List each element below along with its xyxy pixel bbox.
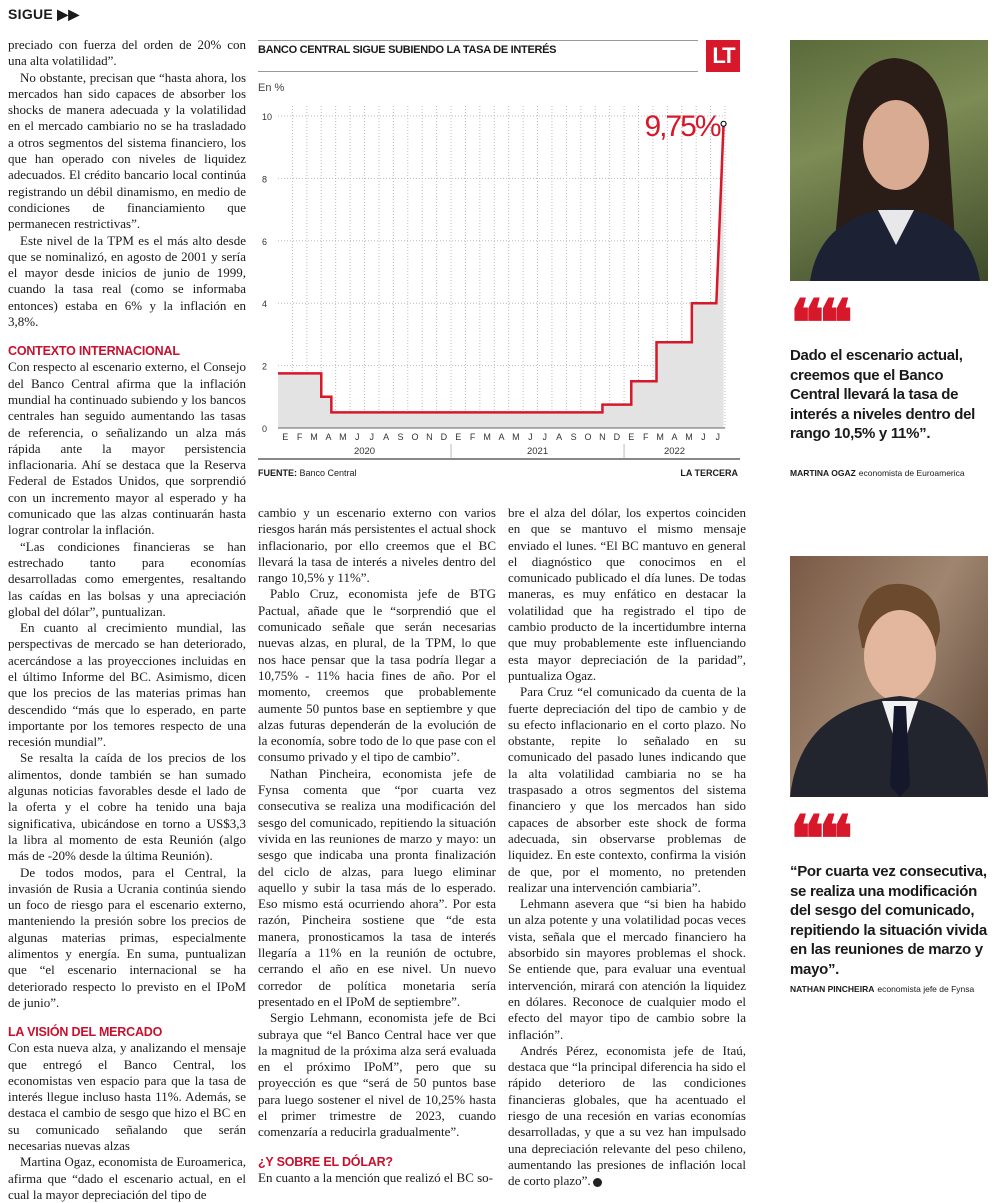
quote-author: MARTINA OGAZ — [790, 468, 856, 478]
x-tick-year: 2021 — [526, 446, 549, 457]
paragraph-text: bre el alza del dólar, los expertos coinciden en que se mantuvo el mismo mensaje enviado el lunes. “El BC mantuvo en general el diagnóstico que conocimos en el comunicado publicado el día lunes. De todas maneras, es muy enfático en destacar la volatilidad que ha registrado el tipo de cambio producto de la incertidumbre interna que muy probablemente este influenciando esta mayor depreciación de la paridad”, puntualiza Ogaz. — [508, 505, 746, 683]
chart-source — [258, 468, 357, 478]
x-tick-month: O — [584, 432, 592, 442]
article-paragraph — [8, 1154, 246, 1203]
paragraph-text: Lehmann asevera que “si bien ha habido un alza potente y una volatilidad pocas veces vista, señala que el mercado financiero ha absorbido sin mayores problemas el shock. Se entiende que, para evaluar una eventual intervención, mirará con atención la liquidez en dólares. Reconoce de cualquier modo el efecto del mayor tipo de cambio sobre la inflación”. — [508, 896, 746, 1042]
y-axis-label: En % — [258, 82, 285, 94]
paragraph-text: No obstante, precisan que “hasta ahora, los mercados han sido capaces de absorber los shocks de manera adecuada y la volatilidad en el mercado cambiario no se ha trasladado a otros segmentos del sistema financiero, los que han operado con niveles de liquidez adecuados. El crédito bancario local continúa registrando un débil dinamismo, en medio de condiciones de financiamiento que permanecen restrictivas”. — [8, 69, 246, 232]
pull-quote-1: Dado el escenario actual, creemos que el Banco Central llevará la tasa de interés a niveles dentro del rango 10,5% y 11%”. — [790, 347, 976, 442]
paragraph-text: De todos modos, para el Central, la invasión de Rusia a Ucrania continúa siendo un foco de riesgo para el escenario externo, manteniendo la presión sobre los precios de algunas materias primas, especialmente alimentos y energía. En suma, puntualizan que “el escenario internacional se ha deteriorado respecto lo previsto en el IPoM de junio”. — [8, 864, 246, 1010]
y-tick-label: 4 — [262, 299, 268, 310]
article-paragraph — [508, 505, 746, 684]
photo-nathan-pincheira — [790, 556, 988, 797]
la-tercera-logo: LT — [706, 40, 740, 72]
paragraph-text: En cuanto al crecimiento mundial, las perspectivas de mercado se han deteriorado, acercándose a las proyecciones incluidas en el último Informe del BC. Asimismo, dicen que los precios de las materias primas han descendido “más que lo esperado, en parte importante por los temores respecto de una recesión mundial”. — [8, 620, 246, 750]
x-tick-month: E — [628, 432, 635, 442]
x-tick-month: D — [613, 432, 621, 442]
article-paragraph — [8, 233, 246, 331]
chart-plot — [258, 76, 740, 496]
x-tick-month: A — [671, 432, 678, 442]
paragraph-text: “Las condiciones financieras se han estrechado tanto para economías desarrolladas como emergentes, resaltando las caídas en las bolsas y una apreciación global del dólar”, puntualizan. — [8, 538, 246, 619]
x-tick-month: N — [426, 432, 433, 442]
portrait-woman-icon — [790, 40, 988, 281]
divider — [258, 458, 740, 460]
quote-attribution-2 — [790, 984, 974, 994]
paragraph-text: Con esta nueva alza, y analizando el mensaje que entregó el Banco Central, los economistas ven espacio para que la tasa de interés llegue incluso hasta 11%. Además, se destaca el cambio de sesgo que hizo el BC en su comunicado señalando que serán necesarias nuevas alzas — [8, 1040, 246, 1153]
rate-line — [278, 124, 724, 413]
quote-mark-icon: ❝❝ — [790, 288, 847, 359]
paragraph-text: CONTEXTO INTERNACIONAL — [8, 344, 180, 359]
chart-brand: LA TERCERA — [680, 468, 738, 478]
paragraph-text: cambio y un escenario externo con varios riesgos harán más persistentes el actual shock inflacionario, por ello creemos que el BC llevará la tasa de interés a niveles dentro del rango 10,5% y 11%”. — [258, 505, 496, 586]
x-tick-month: A — [498, 432, 505, 442]
article-paragraph — [258, 1170, 496, 1186]
article-column-3 — [508, 505, 746, 1189]
x-tick-month: M — [656, 432, 664, 442]
x-tick-month: J — [528, 432, 533, 442]
x-tick-month: A — [325, 432, 332, 442]
end-of-article-icon — [593, 1178, 602, 1187]
article-column-2 — [258, 505, 496, 1186]
y-tick-label: 10 — [262, 112, 273, 122]
article-paragraph — [8, 865, 246, 1012]
article-paragraph — [8, 70, 246, 233]
y-tick-label: 6 — [262, 236, 268, 247]
x-tick-month: N — [599, 432, 606, 442]
paragraph-text: Para Cruz “el comunicado da cuenta de la fuerte depreciación del tipo de cambio y de su efecto inflacionario en el corto plazo. No obstante, repite lo señalado en su comunicado del pasado lunes indicando que la alta volatilidad cambiaria no se ha traspasado a otros segmentos del sistema financiero y que los mercados han sido capaces de absorber este shock de forma adecuada, sin observarse problemas de liquidez. En este contexto, confirma la visión de que, por el momento, no pretenden realizar una intervención cambiaria”. — [508, 684, 746, 895]
x-tick-month: M — [483, 432, 491, 442]
article-paragraph — [8, 750, 246, 864]
x-tick-year: 2020 — [353, 446, 376, 457]
divider — [258, 71, 698, 72]
article-paragraph — [8, 359, 246, 538]
article-paragraph — [508, 896, 746, 1043]
x-tick-month: J — [542, 432, 548, 442]
quote-attribution-1 — [790, 468, 965, 478]
x-tick-month: S — [397, 432, 404, 442]
quote-author-role: economista jefe de Fynsa — [877, 984, 975, 994]
x-tick-month: A — [383, 432, 390, 442]
photo-martina-ogaz — [790, 40, 988, 281]
paragraph-text: En cuanto a la mención que realizó el BC so- — [258, 1169, 494, 1185]
x-tick-month: A — [556, 432, 563, 442]
x-tick-month: M — [310, 432, 318, 442]
portrait-man-icon — [790, 556, 988, 797]
x-tick-month: M — [685, 432, 693, 442]
article-paragraph — [508, 684, 746, 896]
x-tick-month: E — [282, 432, 289, 442]
article-paragraph — [8, 37, 246, 70]
section-heading — [8, 1025, 246, 1040]
quote-author: NATHAN PINCHEIRA — [790, 984, 875, 994]
x-tick-month: J — [701, 432, 706, 442]
article-paragraph — [258, 505, 496, 586]
article-paragraph — [8, 1040, 246, 1154]
paragraph-text: LA VISIÓN DEL MERCADO — [8, 1025, 163, 1040]
paragraph-text: Martina Ogaz, economista de Euroamerica, afirma que “dado el escenario actual, en el cual la mayor depreciación del tipo de — [8, 1154, 246, 1202]
x-tick-month: S — [570, 432, 577, 442]
quote-author-role: economista de Euroamerica — [858, 468, 965, 478]
y-tick-label: 8 — [262, 174, 268, 185]
article-paragraph — [258, 1010, 496, 1140]
x-tick-month: F — [296, 432, 303, 442]
x-tick-month: J — [355, 432, 360, 442]
paragraph-text: Nathan Pincheira, economista jefe de Fynsa comenta que “por cuarta vez consecutiva se realiza una modificación del sesgo del comunicado, repitiendo la situación vivida en las reuniones de marzo y mayo: un sesgo que indicaba una pronta finalización del ciclo de alzas, para luego eliminar aquello y subir la tasa más de lo esperado. Eso mismo está ocurriendo ahora”. Por esta razón, Pincheira sostiene que “de esta manera, pronosticamos la tasa de interés llegaría a 11% en la reunión de octubre, cerrando el año en ese nivel. Un nuevo corredor de política monetaria sería presentado en el IPoM de septiembre”. — [258, 765, 496, 1009]
paragraph-text: Con respecto al escenario externo, el Consejo del Banco Central afirma que la inflación mundial ha continuado subiendo y los bancos centrales han seguido aumentando las tasas de referencia, o señalizando un alza más rápida ante la mayor persistencia inflacionaria. Ahí se destaca que la Reserva Federal de Estados Unidos, que sorprendió con un incremento mayor al esperado y ha comunicado que las alzas continuarán hasta lograr controlar la inflación. — [8, 359, 246, 538]
source-label: FUENTE: — [258, 468, 297, 478]
y-tick-label: 0 — [262, 424, 268, 434]
last-value-annotation: 9,75% — [644, 109, 720, 143]
y-tick-label: 2 — [262, 361, 268, 372]
pull-quote-2: “Por cuarta vez consecutiva, se realiza una modificación del sesgo del comunicado, repitiendo la situación vivida en las reuniones de marzo y mayo”. — [790, 863, 987, 978]
x-tick-month: F — [469, 432, 476, 442]
x-tick-month: M — [512, 432, 520, 442]
article-paragraph — [8, 620, 246, 750]
article-paragraph — [8, 539, 246, 620]
quote-mark-icon: ❝❝ — [790, 804, 847, 875]
paragraph-text: ¿Y SOBRE EL DÓLAR? — [258, 1154, 393, 1169]
x-tick-year: 2022 — [663, 446, 686, 457]
paragraph-text: Este nivel de la TPM es el más alto desde que se nominalizó, en agosto de 2001 y sería el mayor desde inicios de junio de 1999, cuando la tasa real (como se informaba entonces) estaba en 6% y la inflación en 3,8%. — [8, 232, 246, 330]
paragraph-text: Sergio Lehmann, economista jefe de Bci subraya que “el Banco Central hace ver que la magnitud de la próxima alza será evaluada en el próximo IPoM”, pero que su proyección es que “será de 50 puntos base para luego sostener el nivel de 10,25% hasta el primer trimestre de 2023, cuando comenzaría a reducirla gradualmente”. — [258, 1010, 496, 1140]
x-tick-month: O — [411, 432, 419, 442]
article-paragraph — [508, 1043, 746, 1190]
x-tick-month: E — [455, 432, 462, 442]
article-column-1 — [8, 37, 246, 1203]
x-tick-month: J — [369, 432, 374, 442]
chart-title: BANCO CENTRAL SIGUE SUBIENDO LA TASA DE INTERÉS — [258, 44, 557, 56]
x-tick-month: M — [339, 432, 347, 442]
x-tick-month: D — [440, 432, 448, 442]
last-value-marker — [721, 121, 726, 126]
section-heading — [258, 1155, 496, 1170]
section-heading — [8, 344, 246, 359]
interest-rate-chart — [258, 40, 740, 485]
paragraph-text: Pablo Cruz, economista jefe de BTG Pactual, añade que le “sorprendió que el comunicado señale que serán necesarias nuevas alzas, en plural, de la TPM, lo que nos hace pensar que la tasa podría llegar a 10,75% - 11% hacia fines de año. Por el momento, creemos que probablemente aumente 50 puntos base en septiembre y que alzas futuras dependerán de la evolución de la economía, sobre todo de lo que pase con el consumo privado y el tipo de cambio”. — [258, 586, 496, 765]
paragraph-text: Se resalta la caída de los precios de los alimentos, donde también se han sumado algunas noticias favorables desde el lado de la oferta y el cobre ha tenido una baja significativa, ubicándose en torno a US$3,3 la libra al momento de esta Reunión (algo más de -20% desde la última Reunión). — [8, 750, 246, 864]
source-name: Banco Central — [299, 468, 357, 478]
x-tick-month: F — [642, 432, 649, 442]
x-tick-month: J — [715, 432, 721, 442]
paragraph-text: preciado con fuerza del orden de 20% con una alta volatilidad”. — [8, 37, 246, 69]
continue-label: SIGUE ▶▶ — [8, 6, 80, 22]
article-paragraph — [258, 586, 496, 765]
paragraph-text: Andrés Pérez, economista jefe de Itaú, destaca que “la principal diferencia ha sido el rápido deterioro de las condiciones financieras globales, que ha acentuado el riesgo de una recesión en varias economías desarrolladas, y que a su vez han impulsado una depreciación relevante del peso chileno, aumentando las presiones de inflación local de corto plazo”. — [508, 1042, 746, 1189]
divider — [258, 40, 698, 41]
article-paragraph — [258, 766, 496, 1010]
